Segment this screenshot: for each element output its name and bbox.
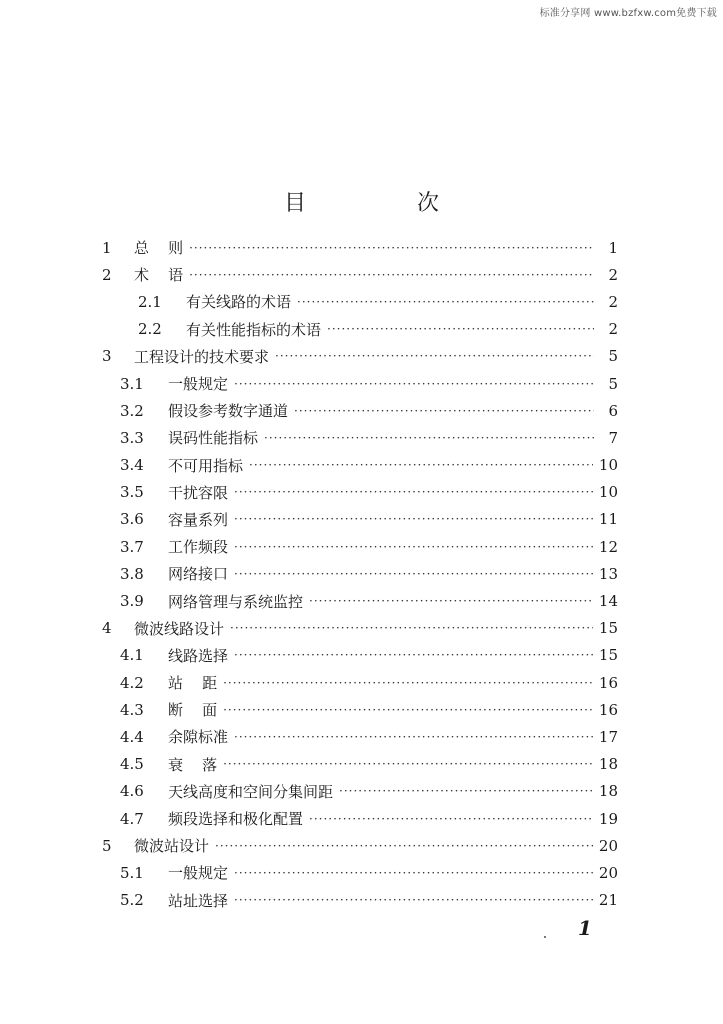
toc-entry-number: 4.4 bbox=[120, 727, 144, 746]
toc-entry[interactable] bbox=[98, 316, 618, 343]
toc-entry[interactable] bbox=[98, 778, 618, 805]
toc-entry-label: 工程设计的技术要求 bbox=[134, 347, 270, 366]
toc-entry-label: 线路选择 bbox=[168, 646, 229, 665]
toc-entry-page: 10 bbox=[598, 456, 618, 475]
toc-leader-dots bbox=[223, 676, 593, 690]
toc-entry-number: 4.2 bbox=[120, 673, 144, 692]
toc-entry-label: 假设参考数字通道 bbox=[168, 402, 289, 421]
toc-entry-number: 3.2 bbox=[120, 401, 144, 420]
toc-entry-page: 19 bbox=[598, 809, 618, 828]
toc-entry-label: 误码性能指标 bbox=[168, 429, 259, 448]
toc-leader-dots bbox=[234, 512, 593, 526]
toc-entry-number: 5.2 bbox=[120, 891, 144, 910]
toc-entry[interactable] bbox=[98, 696, 618, 723]
toc-entry-label: 术 语 bbox=[134, 266, 184, 285]
toc-entry-page: 1 bbox=[608, 238, 618, 257]
toc-entry[interactable] bbox=[98, 887, 618, 914]
toc-entry-number: 3.8 bbox=[120, 564, 144, 583]
toc-leader-dots bbox=[264, 431, 594, 445]
toc-entry-label: 断 面 bbox=[168, 701, 218, 720]
toc-entry-page: 7 bbox=[608, 428, 618, 447]
toc-leader-dots bbox=[234, 485, 593, 499]
toc-leader-dots bbox=[234, 866, 593, 880]
toc-leader-dots bbox=[294, 404, 594, 418]
toc-entry-label: 一般规定 bbox=[168, 375, 229, 394]
toc-entry[interactable] bbox=[98, 723, 618, 750]
toc-entry-number: 4.7 bbox=[120, 809, 144, 828]
toc-entry-page: 2 bbox=[608, 292, 618, 311]
toc-entry-number: 4.3 bbox=[120, 700, 144, 719]
toc-entry-page: 2 bbox=[608, 320, 618, 339]
toc-entry-number: 3 bbox=[102, 347, 112, 366]
toc-entry-label: 不可用指标 bbox=[168, 456, 244, 475]
page-number: 1 bbox=[578, 916, 592, 940]
toc-leader-dots bbox=[234, 648, 593, 662]
toc-entry-page: 17 bbox=[598, 727, 618, 746]
toc-entry-label: 网络管理与系统监控 bbox=[168, 592, 304, 611]
toc-entry-label: 容量系列 bbox=[168, 510, 229, 529]
toc-entry-page: 18 bbox=[598, 755, 618, 774]
toc-entry[interactable] bbox=[98, 533, 618, 560]
toc-entry-page: 16 bbox=[598, 673, 618, 692]
toc-entry-label: 总 则 bbox=[134, 239, 184, 258]
toc-entry-number: 3.1 bbox=[120, 374, 144, 393]
toc-entry[interactable] bbox=[98, 642, 618, 669]
toc-entry-number: 2 bbox=[102, 265, 112, 284]
toc-entry-page: 21 bbox=[598, 891, 618, 910]
toc-entry-label: 余隙标准 bbox=[168, 728, 229, 747]
watermark-text: 标准分享网 www.bzfxw.com免费下载 bbox=[539, 8, 717, 19]
toc-entry-label: 微波站设计 bbox=[134, 837, 210, 856]
toc-entry-label: 微波线路设计 bbox=[134, 619, 225, 638]
toc-entry-label: 一般规定 bbox=[168, 864, 229, 883]
toc-entry-number: 2.2 bbox=[138, 320, 162, 339]
toc-entry-number: 3.3 bbox=[120, 428, 144, 447]
toc-entry-page: 13 bbox=[598, 564, 618, 583]
toc-leader-dots bbox=[234, 730, 593, 744]
table-of-contents bbox=[98, 234, 618, 914]
toc-entry-page: 5 bbox=[608, 347, 618, 366]
toc-entry[interactable] bbox=[98, 370, 618, 397]
toc-entry-label: 衰 落 bbox=[168, 755, 218, 774]
toc-leader-dots bbox=[339, 784, 593, 798]
toc-entry[interactable] bbox=[98, 234, 618, 261]
toc-entry-number: 3.7 bbox=[120, 537, 144, 556]
page-title: 目 次 bbox=[284, 191, 491, 216]
toc-entry-page: 18 bbox=[598, 782, 618, 801]
toc-entry-number: 3.9 bbox=[120, 592, 144, 611]
toc-entry[interactable] bbox=[98, 560, 618, 587]
toc-entry-label: 干扰容限 bbox=[168, 483, 229, 502]
toc-entry-label: 站 距 bbox=[168, 674, 218, 693]
toc-entry[interactable] bbox=[98, 288, 618, 315]
toc-entry-label: 天线高度和空间分集间距 bbox=[168, 782, 334, 801]
toc-entry[interactable] bbox=[98, 343, 618, 370]
toc-entry[interactable] bbox=[98, 506, 618, 533]
toc-entry-page: 11 bbox=[598, 510, 618, 529]
toc-entry-number: 1 bbox=[102, 238, 112, 257]
toc-entry-number: 5.1 bbox=[120, 863, 144, 882]
toc-entry-page: 20 bbox=[598, 836, 618, 855]
toc-entry[interactable] bbox=[98, 452, 618, 479]
toc-entry-number: 5 bbox=[102, 836, 112, 855]
toc-entry-number: 3.4 bbox=[120, 456, 144, 475]
toc-leader-dots bbox=[309, 594, 593, 608]
toc-leader-dots bbox=[297, 295, 594, 309]
toc-entry[interactable] bbox=[98, 479, 618, 506]
toc-leader-dots bbox=[189, 241, 594, 255]
toc-entry-page: 16 bbox=[598, 700, 618, 719]
toc-entry-number: 3.6 bbox=[120, 510, 144, 529]
toc-entry-number: 4.6 bbox=[120, 782, 144, 801]
toc-leader-dots bbox=[215, 839, 593, 853]
toc-entry-label: 有关性能指标的术语 bbox=[186, 320, 322, 339]
toc-leader-dots bbox=[234, 893, 593, 907]
toc-leader-dots bbox=[234, 567, 593, 581]
toc-leader-dots bbox=[234, 540, 593, 554]
toc-leader-dots bbox=[275, 349, 594, 363]
toc-leader-dots bbox=[223, 703, 593, 717]
scan-speck bbox=[544, 936, 546, 938]
toc-entry[interactable] bbox=[98, 805, 618, 832]
toc-entry-page: 20 bbox=[598, 863, 618, 882]
toc-entry-page: 15 bbox=[598, 646, 618, 665]
toc-entry[interactable] bbox=[98, 859, 618, 886]
toc-leader-dots bbox=[223, 757, 593, 771]
toc-entry-label: 站址选择 bbox=[168, 891, 229, 910]
toc-entry-number: 3.5 bbox=[120, 483, 144, 502]
toc-entry[interactable] bbox=[98, 615, 618, 642]
toc-entry-number: 4.5 bbox=[120, 755, 144, 774]
toc-leader-dots bbox=[189, 268, 594, 282]
toc-leader-dots bbox=[230, 621, 593, 635]
toc-leader-dots bbox=[309, 812, 593, 826]
toc-entry-number: 2.1 bbox=[138, 292, 162, 311]
toc-entry[interactable] bbox=[98, 397, 618, 424]
toc-entry-label: 网络接口 bbox=[168, 565, 229, 584]
toc-entry-page: 2 bbox=[608, 265, 618, 284]
toc-entry-page: 6 bbox=[608, 401, 618, 420]
toc-entry[interactable] bbox=[98, 587, 618, 614]
toc-entry-number: 4 bbox=[102, 619, 112, 638]
toc-entry-label: 有关线路的术语 bbox=[186, 293, 292, 312]
toc-entry-page: 5 bbox=[608, 374, 618, 393]
toc-entry-page: 15 bbox=[598, 619, 618, 638]
toc-entry-number: 4.1 bbox=[120, 646, 144, 665]
toc-entry-label: 频段选择和极化配置 bbox=[168, 810, 304, 829]
toc-entry[interactable] bbox=[98, 832, 618, 859]
toc-entry[interactable] bbox=[98, 669, 618, 696]
toc-leader-dots bbox=[327, 322, 594, 336]
toc-entry[interactable] bbox=[98, 751, 618, 778]
toc-entry-label: 工作频段 bbox=[168, 538, 229, 557]
toc-entry[interactable] bbox=[98, 424, 618, 451]
toc-entry-page: 14 bbox=[598, 592, 618, 611]
toc-leader-dots bbox=[234, 377, 594, 391]
toc-leader-dots bbox=[249, 458, 593, 472]
toc-entry-page: 12 bbox=[598, 537, 618, 556]
toc-entry[interactable] bbox=[98, 261, 618, 288]
toc-entry-page: 10 bbox=[598, 483, 618, 502]
